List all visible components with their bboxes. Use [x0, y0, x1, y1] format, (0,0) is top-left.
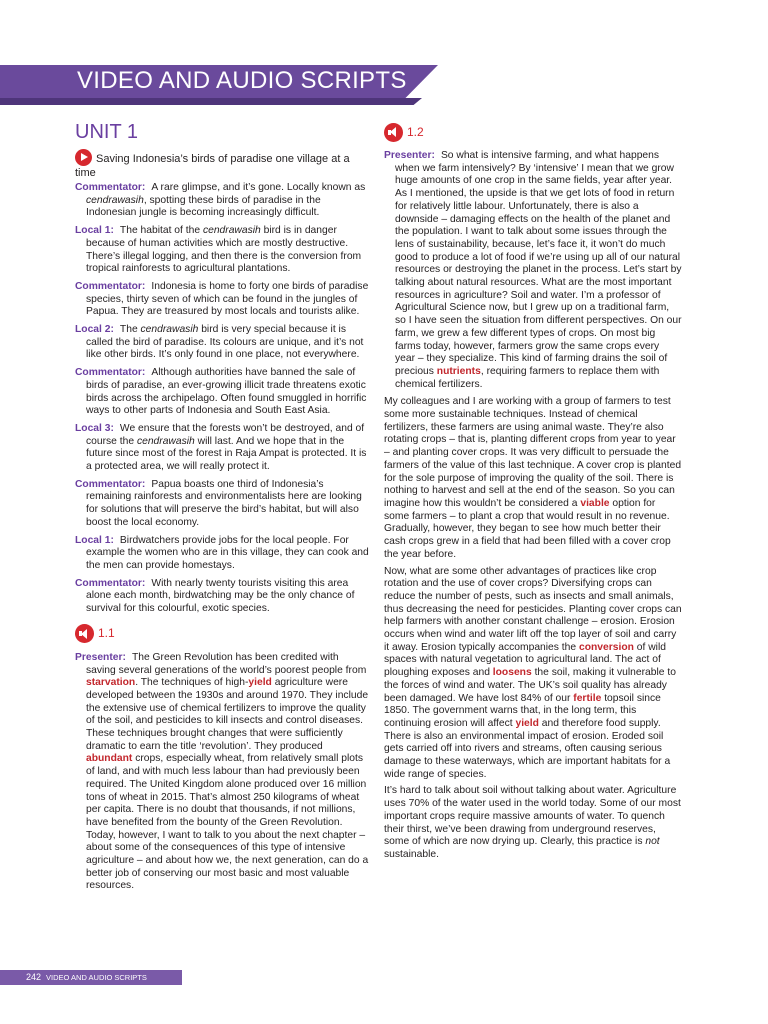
script-text: Although authorities have banned the sale of birds of paradise, an ever-growing illicit trade threatens exotic birds across the archipelago. Often found smuggled in horrific ways to other parts of Indonesia and South East Asia. — [86, 367, 367, 417]
page-title: VIDEO AND AUDIO SCRIPTS — [77, 67, 407, 94]
speaker-label: Local 1: — [75, 534, 114, 546]
script-text: The habitat of the — [119, 225, 203, 237]
script-text: the soil, making it vulnerable to the forces of wind and water. The UK’s soil quality has already been damaged. We have lost 84% of our — [384, 667, 676, 704]
script-paragraph — [75, 535, 371, 573]
script-text: bird is in danger because of human activities which are mostly destructive. There’s illegal logging, and then there is the conversion from tropical rainforests to agricultural plantations. — [86, 225, 362, 275]
page-footer — [0, 970, 182, 985]
speaker-label: Commentator: — [75, 577, 146, 589]
video-title: Saving Indonesia’s birds of paradise one village at a time — [75, 153, 350, 179]
script-paragraph — [384, 785, 682, 861]
page-number: 242 — [26, 972, 42, 982]
script-text: option for some farmers – to plant a crop that would result in no revenue. Gradually, however, they began to see how much better their cash crops grew in a field that had been filled with a cover crop the year before. — [384, 497, 671, 560]
video-script — [75, 182, 371, 616]
script-paragraph — [75, 182, 371, 220]
audio-track-label: 1.2 — [407, 124, 424, 139]
header-banner-shadow — [0, 98, 422, 105]
script-text: We ensure that the forests won’t be destroyed, and of course the — [86, 422, 365, 447]
script-text: Birdwatchers provide jobs for the local people. For example the women who are in this village, they can cook and the men can provide homestays. — [86, 534, 369, 571]
speaker-icon[interactable] — [75, 624, 94, 643]
speaker-label: Presenter: — [75, 651, 126, 663]
script-text: agriculture were developed between the 1930s and around 1970. They include the extensive use of chemical fertilizers to improve the quality of the soil, and pesticides to kill insects and control diseases. These techniques brought changes that were sufficiently dramatic to earn the title ‘revolution’. They produced — [86, 677, 369, 752]
script-text: Now, what are some other advantages of practices like crop rotation and the use of cover crops? Diversifying crops can reduce the number of pests, such as insects and small animals, thus decreasing the need for pesticides. Planting cover crops can help farmers with another constant challenge – erosion. Erosion occurs when wind and water lift off the top layer of soil and carry it away. Erosion typically accompanies the — [384, 565, 682, 653]
audio-script-1-2 — [384, 150, 682, 862]
script-paragraph — [75, 367, 371, 418]
script-text: My colleagues and I are working with a group of farmers to test some more sustainable techniques. Instead of chemical fertilizers, these farmers are using animal waste. They’re also rotating crops – that is, planting different crops from year to year – and planting cover crops. It was very difficult to persuade the farmers of the value of this last technique. A cover crop is planted for the sole purpose of improving the quality of the soil. There is nothing to harvest and sell at the end of the season. So you can imagine how this wouldn’t be considered a — [384, 396, 682, 509]
script-text: The Green Revolution has been credited with saving several generations of the world’s poorest people from — [86, 651, 367, 676]
speaker-label: Local 3: — [75, 422, 114, 434]
script-paragraph — [384, 566, 682, 782]
video-play-icon[interactable] — [75, 149, 92, 166]
script-text: , spotting these birds of paradise in the Indonesian jungle is becoming increasingly difficult. — [86, 194, 321, 219]
script-paragraph — [75, 423, 371, 474]
script-text: It’s hard to talk about soil without talking about water. Agriculture uses 70% of the water used in the world today. Some of our most important crops require massive amounts of water. To quench their thirst, we’ve been drawing from underground reserves, some of which are now drying up. Clearly, this practice is — [384, 785, 681, 848]
script-paragraph — [75, 225, 371, 276]
vocab-term: abundant — [86, 753, 133, 765]
script-text: topsoil since 1850. The government warns that, in the long term, this continuing erosion will affect — [384, 692, 661, 729]
script-text: sustainable. — [384, 848, 439, 860]
italic-term: cendrawasih — [136, 435, 195, 447]
italic-term: cendrawasih — [86, 194, 144, 206]
vocab-term: viable — [580, 497, 610, 509]
speaker-label: Commentator: — [75, 182, 146, 193]
speaker-label: Local 2: — [75, 324, 114, 336]
script-text: With nearly twenty tourists visiting this area alone each month, birdwatching may be the only chance of survival for this colourful, exotic species. — [86, 577, 355, 615]
left-column — [75, 120, 371, 898]
audio-track-1-1[interactable] — [75, 624, 371, 644]
script-paragraph — [384, 150, 682, 391]
script-text: The — [119, 324, 141, 336]
vocab-term: fertile — [573, 692, 602, 704]
vocab-term: yield — [515, 717, 539, 729]
script-paragraph — [75, 578, 371, 616]
speaker-icon[interactable] — [384, 123, 403, 142]
script-paragraph — [75, 479, 371, 530]
script-paragraph — [75, 324, 371, 362]
script-text: of wild spaces with natural vegetation to agricultural land. The act of ploughing exposes and — [384, 641, 666, 679]
vocab-term: loosens — [492, 667, 532, 679]
footer-label: VIDEO AND AUDIO SCRIPTS — [46, 973, 147, 982]
speaker-label: Commentator: — [75, 280, 146, 292]
speaker-label: Local 1: — [75, 225, 114, 237]
unit-title: UNIT 1 — [75, 121, 138, 143]
script-text: will last. And we hope that in the future since most of the forest in Raja Ampat is protected. It is a protected area, we will really protect it. — [86, 435, 367, 473]
audio-script-1-1 — [75, 652, 371, 893]
script-paragraph — [75, 652, 371, 893]
speaker-label: Presenter: — [384, 150, 435, 161]
audio-track-label: 1.1 — [98, 626, 115, 641]
italic-term: not — [645, 836, 660, 848]
vocab-term: conversion — [578, 641, 634, 653]
script-paragraph — [384, 396, 682, 561]
vocab-term: starvation — [86, 677, 136, 689]
vocab-term: yield — [248, 677, 272, 689]
right-column — [384, 122, 682, 866]
script-text: Papua boasts one third of Indonesia’s remaining rainforests and environmentalists here are looking for solutions that will preserve the bird’s habitat, but will also boost the local economy. — [86, 478, 362, 528]
script-text: So what is intensive farming, and what happens when we farm intensively? By ‘intensive’ I mean that we grow huge amounts of one crop in the same fields, year after year. As I mentioned, the upside is that we get lots of food in return for relatively little labour. Unfortunately, there is also a downside – damaging effects on the health of the planet and the population. I want to talk about some issues through the lens of sustainability, because, let’s face it, it won’t do much good to produce a lot of food if we’re using up all of our natural resources or destroying the planet in the process. Let’s start by talking about natural resources. What are the most important resources in agriculture? Soil and water. I’m a professor of Agricultural Science now, but I grew up on a traditional farm, so I have seen the situation from different perspectives. On our farm, we grew a few different types of crops. On most big farms today, however, farmers grow the same crops every year – they specialize. This kind of farming drains the soil of precious — [395, 150, 682, 377]
italic-term: cendrawasih — [140, 324, 199, 336]
script-text: . The techniques of high- — [135, 677, 249, 689]
script-text: , requiring farmers to replace them with chemical fertilizers. — [395, 365, 660, 390]
speaker-label: Commentator: — [75, 367, 146, 379]
italic-term: cendrawasih — [202, 225, 261, 237]
speaker-label: Commentator: — [75, 478, 146, 490]
script-paragraph — [75, 281, 371, 319]
script-text: and therefore food supply. There is also an environmental impact of erosion. Eroded soil gets carried off into rivers and streams, often causing serious damage to these waterways, which are important habitats for a wide range of species. — [384, 717, 671, 780]
video-heading — [75, 149, 371, 180]
script-text: bird is very special because it is called the bird of paradise. Its colours are unique, and it’s not like other birds. It’s only found in one place, not everywhere. — [86, 324, 364, 361]
script-text: crops, especially wheat, from relatively small plots of land, and with much less labour than had previously been required. The United Kingdom alone produced over 16 million tons of wheat in 2015. That’s almost 250 kilograms of wheat per capita. There is no doubt that thousands, if not millions, have benefited from the bounty of the Green Revolution. Today, however, I want to talk to you about the next chapter – about some of the consequences of this type of intensive agriculture – and about how we, the next generation, can do a better job of conserving our most basic and most valuable resources. — [86, 753, 369, 892]
script-text: Indonesia is home to forty one birds of paradise species, thirty seven of which can be found in the jungles of Papua. They are treasured by most locals and tourists alike. — [86, 280, 369, 318]
vocab-term: nutrients — [436, 365, 481, 377]
script-text: A rare glimpse, and it’s gone. Locally known as — [151, 182, 366, 193]
audio-track-1-2[interactable] — [384, 122, 682, 142]
